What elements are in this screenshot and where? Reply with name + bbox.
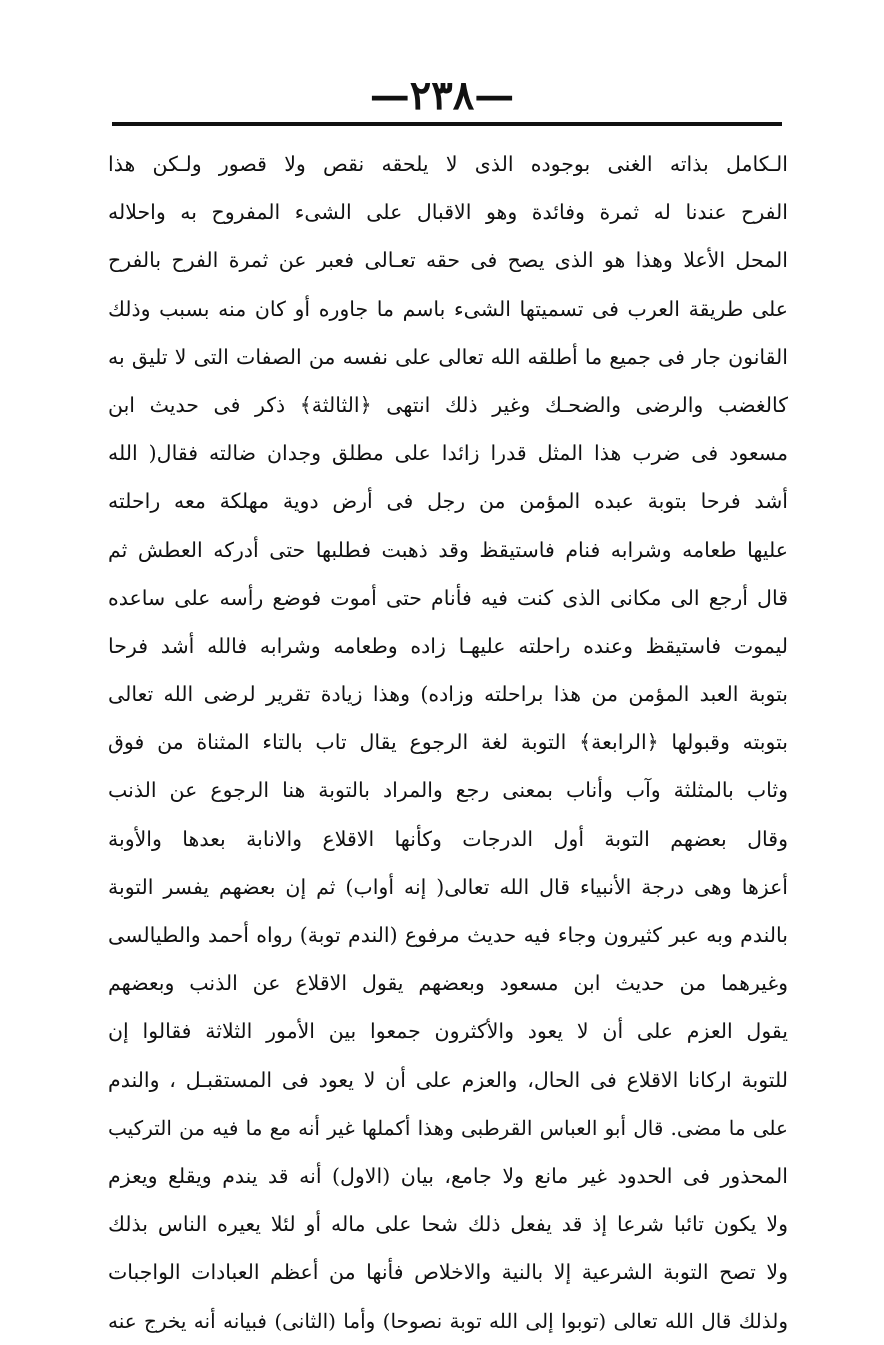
text-line: مسعود فى ضرب هذا المثل قدرا زائدا على مطلق وجدان ضالته فقال( الله xyxy=(108,441,788,466)
text-line: المحل الأعلا وهذا هو الذى يصح فى حقه تعـالى فعبر عن ثمرة الفرح بالفرح xyxy=(108,248,788,273)
text-line: للتوبة اركانا الاقلاع فى الحال، والعزم على أن لا يعود فى المستقبـل ، والندم xyxy=(108,1067,788,1092)
text-line: بتوبة العبد المؤمن من هذا براحلته وزاده) وهذا زيادة تقرير لرضى الله تعالى xyxy=(108,682,788,707)
text-line: الفرح عندنا له ثمرة وفائدة وهو الاقبال على الشىء المفروح به واحلاله xyxy=(108,200,788,225)
text-line: عليها طعامه وشرابه فنام فاستيقظ وقد ذهبت فطلبها حتى أدركه العطش ثم xyxy=(108,537,788,562)
text-line: المحذور فى الحدود غير مانع ولا جامع، بيان (الاول) أنه قد يندم ويقلع ويعزم xyxy=(108,1163,788,1188)
text-line: كالغضب والرضى والضحـك وغير ذلك انتهى ﴿الثالثة﴾ ذكر فى حديث ابن xyxy=(108,392,788,417)
page-number: —٢٣٨— xyxy=(369,72,515,119)
text-line: وقال بعضهم التوبة أول الدرجات وكأنها الاقلاع والانابة بعدها والأوبة xyxy=(108,826,788,851)
header-rule xyxy=(112,122,782,126)
text-line: ولا تصح التوبة الشرعية إلا بالنية والاخلاص فأنها من أعظم العبادات الواجبات xyxy=(108,1260,788,1285)
text-line: قال أرجع الى مكانى الذى كنت فيه فأنام حتى أموت فوضع رأسه على ساعده xyxy=(108,585,788,610)
text-line: القانون جار فى جميع ما أطلقه الله تعالى على نفسه من الصفات التى لا تليق به xyxy=(108,344,788,369)
body-text xyxy=(108,140,788,1333)
text-line: ليموت فاستيقظ وعنده راحلته عليهـا زاده وطعامه وشرابه فالله أشد فرحا xyxy=(108,633,788,658)
text-line: وثاب بالمثلثة وآب وأناب بمعنى رجع والمراد بالتوبة هنا الرجوع عن الذنب xyxy=(108,778,788,803)
text-line: على طريقة العرب فى تسميتها الشىء باسم ما جاوره أو كان منه بسبب وذلك xyxy=(108,296,788,321)
text-line: ولا يكون تائبا شرعا إذ قد يفعل ذلك شحا على ماله أو لئلا يعيره الناس بذلك xyxy=(108,1212,788,1237)
text-line: بالندم وبه عبر كثيرون وجاء فيه حديث مرفوع (الندم توبة) رواه أحمد والطيالسى xyxy=(108,923,788,947)
text-line: بتوبته وقبولها ﴿الرابعة﴾ التوبة لغة الرجوع يقال تاب بالتاء المثناة من فوق xyxy=(108,730,788,755)
text-line: أعزها وهى درجة الأنبياء قال الله تعالى( إنه أواب) ثم إن بعضهم يفسر التوبة xyxy=(108,874,788,899)
text-line: أشد فرحا بتوبة عبده المؤمن من رجل فى أرض دوية مهلكة معه راحلته xyxy=(108,489,788,514)
text-line: على ما مضى. قال أبو العباس القرطبى وهذا أكملها غير أنه مع ما فيه من التركيب xyxy=(108,1115,788,1140)
text-line: الـكامل بذاته الغنى بوجوده الذى لا يلحقه نقص ولا قصور ولـكن هذا xyxy=(108,152,788,176)
text-line: ولذلك قال الله تعالى (توبوا إلى الله توبة نصوحا) وأما (الثانى) فبيانه أنه يخرج عنه xyxy=(108,1308,788,1333)
text-line: يقول العزم على أن لا يعود والأكثرون جمعوا بين الأمور الثلاثة فقالوا إن xyxy=(108,1019,788,1044)
text-line: وغيرهما من حديث ابن مسعود وبعضهم يقول الاقلاع عن الذنب وبعضهم xyxy=(108,971,788,996)
